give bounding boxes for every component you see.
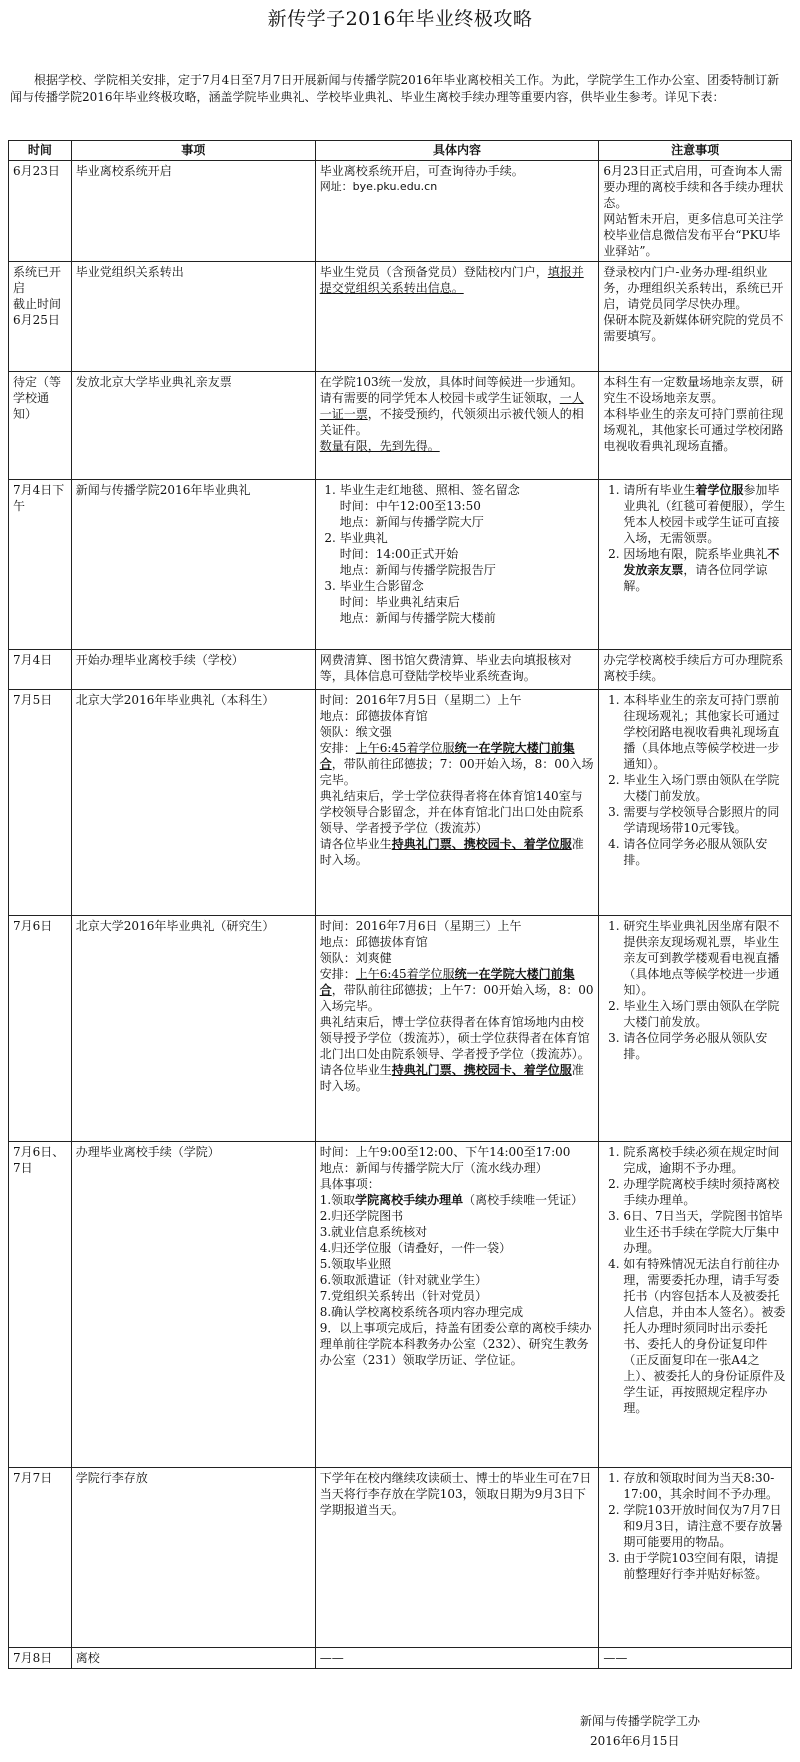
cell-item: 学院行李存放: [71, 1468, 315, 1648]
list-item: [623, 546, 787, 594]
detail-text: 1.领取: [319, 1193, 356, 1207]
list-item: [340, 482, 595, 530]
note-text: 参加毕业典礼（红毯可着便服），学生凭本人校园卡或学生证可直接入场，无需领票。: [623, 483, 786, 545]
list-item: 3. 由于学院103空间有限，请提前整理好行李并贴好标签。: [623, 1550, 787, 1582]
intro-paragraph: 根据学校、学院相关安排，定于7月4日至7月7日开展新闻与传播学院2016年毕业离校相关工作。为此，学院学生工作办公室、团委特制订新闻与传播学院2016年毕业终极攻略，涵盖学院毕业典礼、学校毕业典礼、毕业生离校手续办理等重要内容，供毕业生参考。详见下表：: [10, 73, 780, 104]
list-item-title: 1. 毕业生走红地毯、照相、签名留念: [339, 483, 520, 497]
cell-note: [599, 372, 792, 480]
cell-detail: 下学年在校内继续攻读硕士、博士的毕业生可在7日当天将行李存放在学院103，领取日期为9月3日下学期报道当天。: [315, 1468, 599, 1648]
detail-emphasis: 填报并提交党组织关系转出信息。: [319, 265, 584, 295]
cell-item: 开始办理毕业离校手续（学校）: [71, 650, 315, 690]
detail-step: 2.归还学院图书: [319, 1209, 404, 1223]
cell-note: [599, 1142, 792, 1468]
detail-text: 毕业生党员（含预备党员）登陆校内门户，: [319, 265, 548, 279]
list-item: 4. 请各位同学务必服从领队安排。: [623, 836, 787, 868]
cell-time: 7月4日下午: [9, 480, 72, 650]
note-line: 6月23日正式启用，可查询本人需要办理的离校手续和各手续办理状态。: [603, 164, 784, 210]
cell-time: 7月6日、7日: [9, 1142, 72, 1468]
list-item: 1. 本科毕业生的亲友可持门票前往现场观礼；其他家长可通过学校闭路电视收看典礼现场直播（具体地点等候学校进一步通知）。: [623, 692, 787, 772]
cell-item: 毕业党组织关系转出: [71, 262, 315, 372]
cell-note: [599, 690, 792, 916]
detail-text: ，不接受预约，代领须出示被代领人的相关证件。: [319, 407, 584, 437]
detail-step: 9．以上事项完成后，持盖有团委公章的离校手续办理单前往学院本科教务办公室（232）、研究生教务办公室（231）领取学历证、学位证。: [319, 1321, 592, 1367]
cell-item: 离校: [71, 1648, 315, 1669]
detail-text: 安排：: [319, 967, 356, 981]
list-item-title: 2. 毕业典礼: [339, 531, 388, 545]
cell-item: 北京大学2016年毕业典礼（研究生）: [71, 916, 315, 1142]
list-item: 4. 如有特殊情况无法自行前往办理，需要委托办理，请手写委托书（内容包括本人及被委托人信息，并由本人签名）。被委托人办理时须同时出示委托书、委托人的身份证复印件（正反面复印在一张A4之上）、被委托人的身份证原件及学生证，再按照规定程序办理。: [623, 1256, 787, 1416]
detail-emphasis: 统一在学院大楼门前集合: [319, 741, 575, 771]
detail-step: 8.确认学校离校系统各项内容办理完成: [319, 1305, 524, 1319]
detail-leader: 领队：刘爽健: [319, 951, 392, 965]
list-item-place: 地点：新闻与传播学院报告厅: [339, 563, 496, 577]
cell-item: 北京大学2016年毕业典礼（本科生）: [71, 690, 315, 916]
note-text: 因场地有限，院系毕业典礼: [623, 547, 768, 561]
list-item-title: 3. 毕业生合影留念: [339, 579, 424, 593]
header-detail: 具体内容: [315, 141, 599, 161]
list-item: 2. 办理学院离校手续时须持离校手续办理单。: [623, 1176, 787, 1208]
cell-item: 毕业离校系统开启: [71, 161, 315, 262]
footer-org: 新闻与传播学院学工办: [580, 1714, 701, 1728]
detail-emphasis: 统一在学院大楼门前集合: [319, 967, 575, 997]
cell-detail: [315, 1142, 599, 1468]
list-item-place: 地点：新闻与传播学院大厅: [339, 515, 484, 529]
list-item: [340, 530, 595, 578]
note-line: 本科生有一定数量场地亲友票，研究生不设场地亲友票。: [603, 375, 784, 405]
table-row: [9, 161, 792, 262]
detail-line: 毕业离校系统开启，可查询待办手续。: [319, 164, 524, 178]
cell-note: ——: [599, 1648, 792, 1669]
list-item: 2. 学院103开放时间仅为7月7日和9月3日，请注意不要存放暑期可能要用的物品。: [623, 1502, 787, 1550]
note-list: [603, 482, 787, 594]
header-time: 时间: [9, 141, 72, 161]
detail-emphasis: 数量有限，先到先得。: [319, 439, 440, 453]
cell-item: 发放北京大学毕业典礼亲友票: [71, 372, 315, 480]
note-text: ，请各位同学谅解。: [623, 563, 768, 593]
list-item: 3. 需要与学校领导合影照片的同学请现场带10元零钱。: [623, 804, 787, 836]
detail-place: 地点：新闻与传播学院大厅（流水线办理）: [319, 1161, 548, 1175]
detail-emphasis: 上午6:45着学位服: [355, 967, 455, 981]
detail-emphasis: 学院离校手续办理单: [355, 1193, 464, 1207]
note-line: 本科毕业生的亲友可持门票前往现场观礼，其他家长可通过学校闭路电视收看典礼现场直播。: [603, 407, 784, 453]
cell-note: [599, 1468, 792, 1648]
list-item: 3. 6日、7日当天，学院图书馆毕业生还书手续在学院大厅集中办理。: [623, 1208, 787, 1256]
detail-text: ，带队前往邱德拔；上午7：00开始入场，8：00入场完毕。: [319, 983, 594, 1013]
detail-step: 3.就业信息系统核对: [319, 1225, 428, 1239]
table-row: [9, 1648, 792, 1669]
list-item: 1. 存放和领取时间为当天8:30-17:00，其余时间不予办理。: [623, 1470, 787, 1502]
detail-text: 准时入场。: [319, 837, 584, 867]
table-row: [9, 262, 792, 372]
cell-detail: ——: [315, 1648, 599, 1669]
cell-detail: [315, 480, 599, 650]
detail-emphasis: 一人一证一票: [319, 391, 584, 421]
note-list: [603, 918, 787, 1062]
cell-time: 7月4日: [9, 650, 72, 690]
detail-leader: 领队：缑文强: [319, 725, 392, 739]
cell-item: 新闻与传播学院2016年毕业典礼: [71, 480, 315, 650]
table-row: [9, 650, 792, 690]
list-item: 3. 请各位同学务必服从领队安排。: [623, 1030, 787, 1062]
note-text: 请所有毕业生: [623, 483, 696, 497]
cell-note: [599, 262, 792, 372]
website-link[interactable]: 网址：bye.pku.edu.cn: [319, 180, 438, 193]
list-item-time: 时间：中午12:00至13:50: [339, 499, 481, 513]
cell-detail: [315, 262, 599, 372]
cell-time: 待定（等学校通知）: [9, 372, 72, 480]
note-line: 保研本院及新媒体研究院的党员不需要填写。: [603, 313, 784, 343]
detail-place: 地点：邱德拔体育馆: [319, 935, 428, 949]
detail-emphasis: 持典礼门票、携校园卡、着学位服: [391, 1063, 572, 1077]
cell-time: 7月7日: [9, 1468, 72, 1648]
cell-time: 6月23日: [9, 161, 72, 262]
cell-time: 系统已开启 截止时间6月25日: [9, 262, 72, 372]
detail-text: 安排：: [319, 741, 356, 755]
cell-time: 7月5日: [9, 690, 72, 916]
note-emphasis: 不发放亲友票: [623, 547, 780, 577]
cell-note: [599, 916, 792, 1142]
detail-ceremony: 典礼结束后，学士学位获得者将在体育馆140室与学校领导合影留念，并在体育馆北门出口处由院系领导、学者授予学位（拨流苏）: [319, 789, 584, 835]
list-item: [340, 578, 595, 626]
table-row: [9, 1468, 792, 1648]
cell-note: [599, 161, 792, 262]
detail-step: 5.领取毕业照: [319, 1257, 392, 1271]
table-row: [9, 480, 792, 650]
cell-detail: 网费清算、图书馆欠费清算、毕业去向填报核对等，具体信息可登陆学校毕业系统查询。: [315, 650, 599, 690]
detail-arrangement: [320, 966, 595, 1014]
table-header-row: [9, 141, 792, 161]
cell-detail: [315, 161, 599, 262]
detail-emphasis: 上午6:45着学位服: [355, 741, 455, 755]
detail-step: 7.党组织关系转出（针对党员）: [319, 1289, 488, 1303]
list-item: [623, 482, 787, 546]
detail-text: 请各位毕业生: [319, 837, 392, 851]
cell-time: 7月8日: [9, 1648, 72, 1669]
table-row: [9, 690, 792, 916]
cell-detail: [315, 690, 599, 916]
cell-note: [599, 480, 792, 650]
detail-step: [320, 1192, 595, 1208]
cell-detail: [315, 916, 599, 1142]
list-item-time: 时间：毕业典礼结束后: [339, 595, 460, 609]
table-row: [9, 1142, 792, 1468]
header-note: 注意事项: [599, 141, 792, 161]
cell-note: 办完学校离校手续后方可办理院系离校手续。: [599, 650, 792, 690]
detail-reminder: [320, 1062, 595, 1094]
detail-text: 请各位毕业生: [319, 1063, 392, 1077]
list-item: 1. 院系离校手续必须在规定时间完成，逾期不予办理。: [623, 1144, 787, 1176]
note-list: [603, 1144, 787, 1416]
note-list: [603, 692, 787, 868]
note-line: 网站暂未开启，更多信息可关注学校毕业信息微信发布平台“PKU毕业驿站”。: [603, 212, 784, 258]
note-line: 登录校内门户-业务办理-组织业务，办理组织关系转出，系统已开启，请党员同学尽快办理。: [603, 265, 784, 311]
table-row: [9, 372, 792, 480]
list-item: 1. 研究生毕业典礼因坐席有限不提供亲友现场观礼票，毕业生亲友可到教学楼观看电视直播（具体地点等候学校进一步通知）。: [623, 918, 787, 998]
table-row: [9, 916, 792, 1142]
detail-place: 地点：邱德拔体育馆: [319, 709, 428, 723]
note-emphasis: 着学位服: [695, 483, 744, 497]
list-item-time: 时间：14:00正式开始: [339, 547, 459, 561]
detail-time: 时间：2016年7月5日（星期二）上午: [319, 693, 522, 707]
detail-step: 4.归还学位服（请叠好，一件一袋）: [319, 1241, 512, 1255]
detail-text: 在学院103统一发放，具体时间等候进一步通知。请有需要的同学凭本人校园卡或学生证领取，: [319, 375, 583, 405]
cell-item: 办理毕业离校手续（学院）: [71, 1142, 315, 1468]
footer-date: 2016年6月15日: [590, 1734, 680, 1748]
cell-detail: [315, 372, 599, 480]
list-item: 2. 毕业生入场门票由领队在学院大楼门前发放。: [623, 772, 787, 804]
cell-time: 7月6日: [9, 916, 72, 1142]
detail-list: [320, 482, 595, 626]
detail-step: 6.领取派遣证（针对就业学生）: [319, 1273, 488, 1287]
detail-subtitle: 具体事项：: [319, 1177, 380, 1191]
header-item: 事项: [71, 141, 315, 161]
list-item-place: 地点：新闻与传播学院大楼前: [339, 611, 496, 625]
detail-text: （离校手续唯一凭证）: [463, 1193, 584, 1207]
document-title: 新传学子2016年毕业终极攻略: [267, 8, 533, 30]
schedule-table: [8, 140, 792, 1669]
detail-time: 时间：上午9:00至12:00、下午14:00至17:00: [319, 1145, 571, 1159]
detail-reminder: [320, 836, 595, 868]
detail-arrangement: [320, 740, 595, 788]
detail-emphasis: 持典礼门票、携校园卡、着学位服: [391, 837, 572, 851]
note-list: [603, 1470, 787, 1582]
list-item: 2. 毕业生入场门票由领队在学院大楼门前发放。: [623, 998, 787, 1030]
detail-text: ，带队前往邱德拔；7：00开始入场，8：00入场完毕。: [319, 757, 594, 787]
detail-ceremony: 典礼结束后，博士学位获得者在体育馆场地内由校领导授予学位（拨流苏），硕士学位获得者在体育馆北门出口处由院系领导、学者授予学位（拨流苏）。: [319, 1015, 590, 1061]
detail-text: 准时入场。: [319, 1063, 584, 1093]
detail-time: 时间：2016年7月6日（星期三）上午: [319, 919, 522, 933]
